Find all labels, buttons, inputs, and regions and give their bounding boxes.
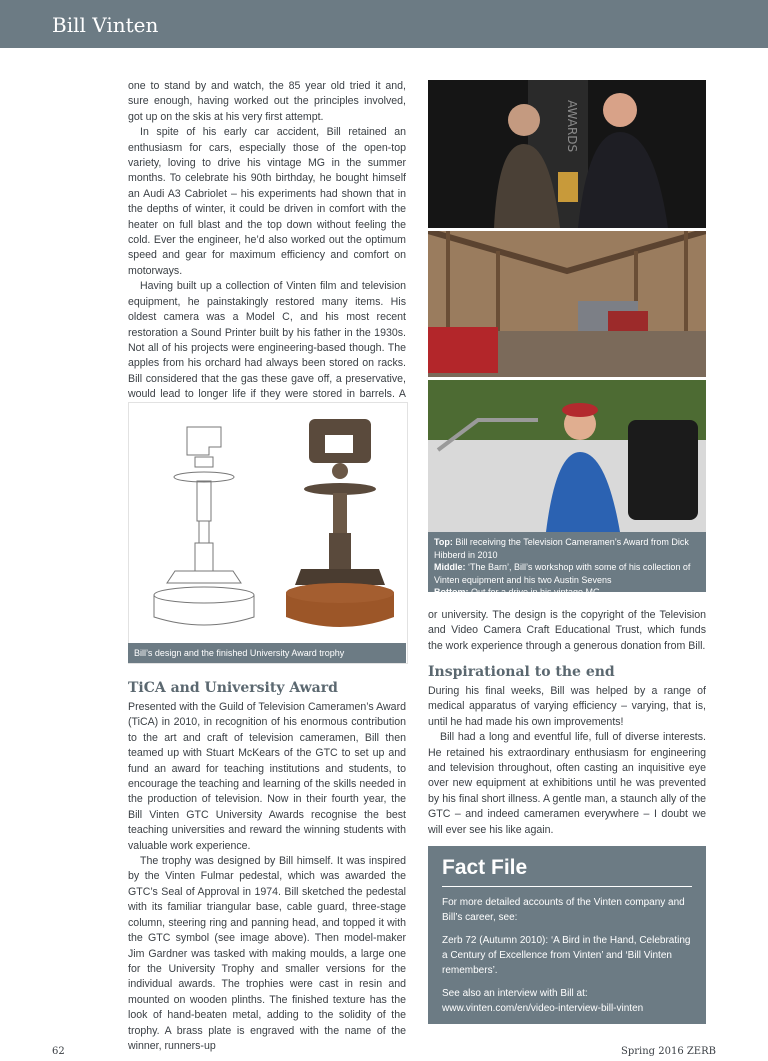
fact-file-paragraph: For more detailed accounts of the Vinten company and Bill’s career, see: bbox=[442, 897, 685, 923]
trophy-figure bbox=[128, 402, 408, 664]
caption-text: Bill receiving the Television Cameramen’s Award from Dick Hibberd in 2010 bbox=[434, 537, 689, 560]
caption-label: Bottom: bbox=[434, 587, 469, 597]
caption-text: Out for a drive in his vintage MG bbox=[468, 587, 601, 597]
page-header bbox=[0, 0, 768, 48]
award-photo bbox=[428, 80, 706, 228]
caption-text: Bill’s design and the finished University Award trophy bbox=[134, 648, 345, 658]
inspirational-section-text bbox=[428, 684, 706, 838]
paragraph: or university. The design is the copyright of the Television and Video Camera Craft Educational Trust, which funds the work experience through a generous donation from Bill. bbox=[428, 609, 706, 652]
issue-label: Spring 2016 ZERB bbox=[620, 1046, 716, 1057]
paragraph: Presented with the Guild of Television Cameramen’s Award (TiCA) in 2010, in recognition of his enormous contribution to the art and craft of television cameramen, Bill then teamed up with Stuart McKears of the GTC to set up and fund an award for teaching institutions and students, to encourage the teaching and learning of the skills needed in the production of television. Now in their fourth year, the Bill Vinten GTC University Awards recognise the best teaching universities and reward the winning students with valuable work experience. bbox=[128, 701, 406, 852]
award-ceremony-image bbox=[428, 80, 706, 228]
section-heading: Inspirational to the end bbox=[428, 664, 615, 680]
trophy-sketch-image bbox=[139, 417, 269, 637]
caption-text: ‘The Barn’, Bill’s workshop with some of his collection of Vinten equipment and his two Austin Sevens bbox=[434, 562, 691, 585]
caption-line bbox=[434, 561, 700, 586]
photos-caption bbox=[428, 532, 706, 597]
fact-file-paragraph: See also an interview with Bill at: www.vinten.com/en/video-interview-bill-vinten bbox=[442, 988, 644, 1014]
caption-line bbox=[434, 586, 700, 599]
caption-label: Top: bbox=[434, 537, 453, 547]
mg-photo bbox=[428, 380, 706, 532]
paragraph: Having built up a collection of Vinten film and television equipment, he painstakingly restored many items. His oldest camera was a Model C, and his most recent restoration a Sound Printer built by his father in the 1930s. Not all of his projects were engineering-based though. The apples from his orchard had always been stored on racks. Bill considered that the gas these gave off, a preservative, would lead to longer life if they were stored in barrels. A bbox=[128, 280, 406, 401]
section-heading: TiCA and University Award bbox=[128, 680, 338, 696]
fact-file-box bbox=[428, 846, 706, 1024]
trophy-photo-image bbox=[279, 413, 399, 643]
paragraph: During his final weeks, Bill was helped by a range of medical apparatus of varying efficiency – varying, that is, until he had made his own improvements! bbox=[428, 685, 706, 728]
right-column-continued bbox=[428, 608, 706, 654]
fact-file-paragraph: Zerb 72 (Autumn 2010): ‘A Bird in the Hand, Celebrating a Century of Excellence from Vinten’ and ‘Bill Vinten remembers’. bbox=[442, 935, 691, 976]
paragraph: one to stand by and watch, the 85 year old tried it and, sure enough, having worked out the principles involved, got up on the skis at his very first attempt. bbox=[128, 80, 406, 123]
barn-photo bbox=[428, 231, 706, 377]
left-column-top bbox=[128, 79, 406, 433]
divider bbox=[442, 886, 692, 887]
awards-sign-text: AWARDS bbox=[565, 100, 579, 153]
figure-caption bbox=[128, 643, 406, 663]
paragraph: The trophy was designed by Bill himself. It was inspired by the Vinten Fulmar pedestal, which was awarded the GTC’s Seal of Approval in 1974. Bill sketched the pedestal with its familiar triangular base, cable guard, three-stage column, steering ring and panning head, and topped it with the GTC symbol (see image above). Then model-maker Jim Gardner was tasked with making moulds, a large one for the University Trophy and smaller versions for the individual awards. The trophies were cast in resin and mounted on wooden plinths. The finished texture has the look of hand-beaten metal, adding to the solidity of the trophy. A brass plate is engraved with the name of the winner, runners-up bbox=[128, 855, 406, 1052]
paragraph: Bill had a long and eventful life, full of diverse interests. He retained his extraordinary enthusiasm for engineering and television throughout, often casting an inquisitive eye over new equipment at exhibitions until he was prevented by his final short illness. A gentle man, a staunch ally of the GTC – and indeed cameramen everywhere – I doubt we will ever see his like again. bbox=[428, 731, 706, 836]
page-number: 62 bbox=[52, 1046, 65, 1057]
vintage-mg-image bbox=[428, 380, 706, 532]
caption-line bbox=[434, 536, 700, 561]
tica-section-text bbox=[128, 700, 406, 1054]
caption-label: Middle: bbox=[434, 562, 466, 572]
barn-workshop-image bbox=[428, 231, 706, 377]
header-title: Bill Vinten bbox=[52, 13, 159, 37]
fact-file-title: Fact File bbox=[442, 856, 528, 879]
paragraph: In spite of his early car accident, Bill retained an enthusiasm for cars, especially those of the open-top variety, loving to drive his vintage MG in the summer months. To celebrate his 90th birthday, he bought himself an Audi A3 Cabriolet – his experiments had shown that in the depths of winter, it could be driven in comfort with the heater on full blast and the top down without feeling the cold. Ever the engineer, he’d also worked out the optimum speed and gear for maximum efficiency and comfort on motorways. bbox=[128, 126, 406, 277]
